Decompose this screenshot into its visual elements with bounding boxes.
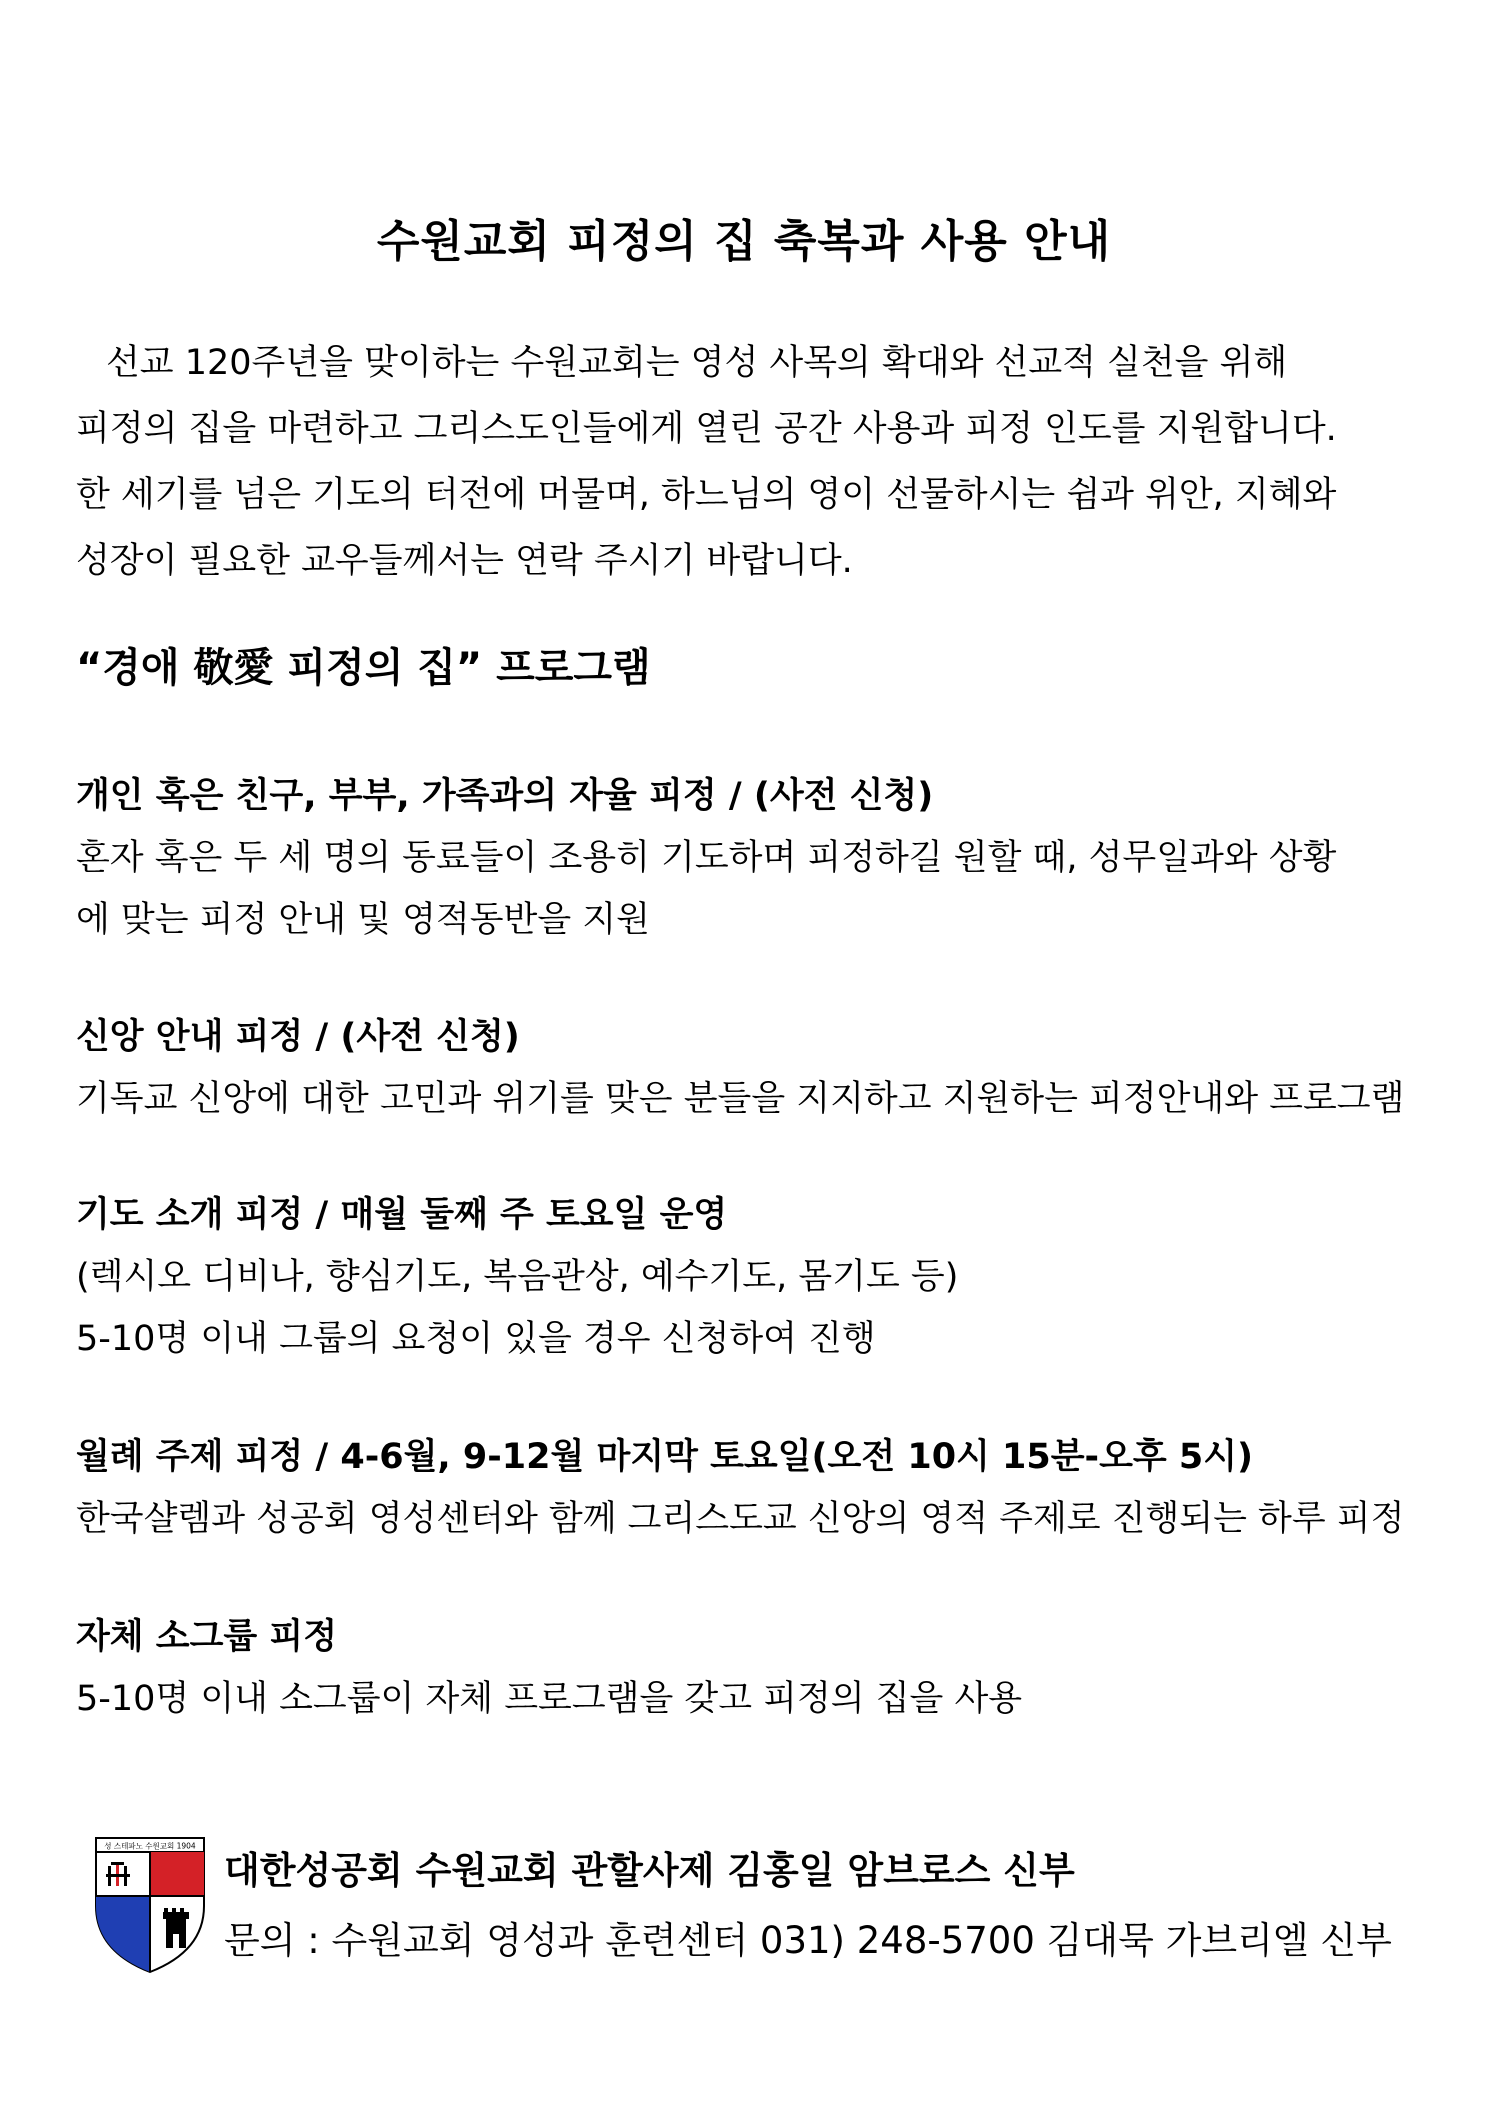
intro-line: 선교 120주년을 맞이하는 수원교회는 영성 사목의 확대와 선교적 실천을 위해 bbox=[106, 343, 1288, 383]
section-heading: 개인 혹은 친구, 부부, 가족과의 자율 피정 / (사전 신청) bbox=[76, 776, 934, 816]
section-body-line: 5-10명 이내 소그룹이 자체 프로그램을 갖고 피정의 집을 사용 bbox=[76, 1679, 1023, 1719]
program-section-monthly bbox=[76, 1426, 1436, 1550]
program-section-small-group bbox=[76, 1606, 1436, 1730]
section-heading: 자체 소그룹 피정 bbox=[76, 1617, 338, 1657]
footer bbox=[94, 1836, 1454, 1986]
section-heading: 월례 주제 피정 / 4-6월, 9-12월 마지막 토요일(오전 10시 15분-오후 5시) bbox=[76, 1437, 1254, 1477]
intro-line: 한 세기를 넘은 기도의 터전에 머물며, 하느님의 영이 선물하시는 쉼과 위안, 지혜와 bbox=[76, 475, 1337, 515]
intro-line: 피정의 집을 마련하고 그리스도인들에게 열린 공간 사용과 피정 인도를 지원합니다. bbox=[76, 409, 1337, 449]
section-body-line: (렉시오 디비나, 향심기도, 복음관상, 예수기도, 몸기도 등) bbox=[76, 1257, 959, 1297]
section-body-line: 혼자 혹은 두 세 명의 동료들이 조용히 기도하며 피정하길 원할 때, 성무일과와 상황 bbox=[76, 838, 1337, 878]
section-body-line: 5-10명 이내 그룹의 요청이 있을 경우 신청하여 진행 bbox=[76, 1319, 876, 1359]
section-heading: 신앙 안내 피정 / (사전 신청) bbox=[76, 1017, 520, 1057]
intro-paragraph bbox=[76, 330, 1436, 594]
program-section-faith bbox=[76, 1006, 1436, 1130]
section-body-line: 한국샬렘과 성공회 영성센터와 함께 그리스도교 신앙의 영적 주제로 진행되는 하루 피정 bbox=[76, 1499, 1405, 1539]
program-title: “경애 敬愛 피정의 집” 프로그램 bbox=[76, 645, 651, 691]
page-title: 수원교회 피정의 집 축복과 사용 안내 bbox=[376, 216, 1112, 267]
section-body-line: 에 맞는 피정 안내 및 영적동반을 지원 bbox=[76, 900, 650, 940]
program-section-personal bbox=[76, 765, 1436, 951]
contact-line: 문의 : 수원교회 영성과 훈련센터 031) 248-5700 김대묵 가브리엘 신부 bbox=[224, 1919, 1392, 1962]
logo-band-text: 성 스테파노 수원교회 1904 bbox=[104, 1841, 196, 1851]
church-shield-logo-icon bbox=[94, 1836, 206, 1974]
footer-text bbox=[224, 1836, 1392, 1976]
signature-line: 대한성공회 수원교회 관할사제 김홍일 암브로스 신부 bbox=[224, 1849, 1075, 1892]
intro-line: 성장이 필요한 교우들께서는 연락 주시기 바랍니다. bbox=[76, 541, 853, 581]
logo-blue-field bbox=[96, 1896, 150, 1972]
section-body-line: 기독교 신앙에 대한 고민과 위기를 맞은 분들을 지지하고 지원하는 피정안내와 프로그램 bbox=[76, 1079, 1405, 1119]
program-section-prayer bbox=[76, 1184, 1436, 1370]
section-heading: 기도 소개 피정 / 매월 둘째 주 토요일 운영 bbox=[76, 1195, 728, 1235]
